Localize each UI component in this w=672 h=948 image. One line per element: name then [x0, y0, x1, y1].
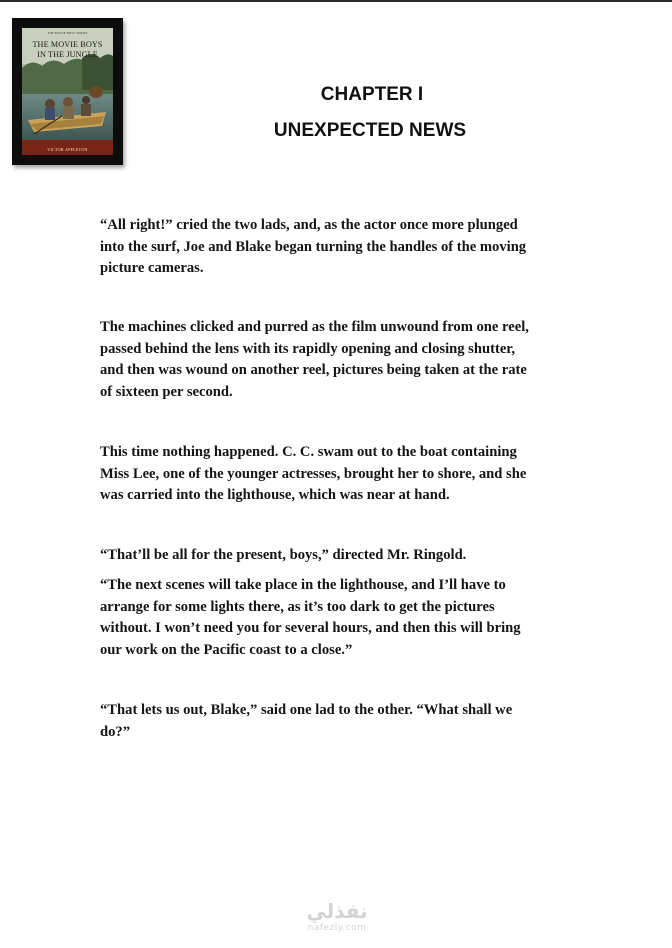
paragraph-line: of sixteen per second. [100, 383, 233, 400]
paragraph-line: arrange for some lights there, as it’s too dark to get the pictures [100, 598, 495, 615]
paragraph-2 [100, 317, 580, 403]
cover-title [22, 40, 113, 60]
paragraph-line: This time nothing happened. C. C. swam out to the boat containing [100, 444, 517, 460]
paragraph-line: into the surf, Joe and Blake began turning the handles of the moving [100, 238, 527, 255]
watermark-site: nafezly.com [307, 923, 367, 933]
paragraph-line: our work on the Pacific coast to a close.” [100, 641, 353, 658]
paragraph-line: “That’ll be all for the present, boys,” directed Mr. Ringold. [100, 547, 467, 563]
paragraph-1 [100, 215, 580, 280]
paragraph-4 [100, 545, 580, 567]
watermark-logo: نفذلي [306, 899, 368, 923]
paragraph-line: “That lets us out, Blake,” said one lad to the other. “What shall we [100, 702, 513, 718]
paragraph-line: without. I won’t need you for several hours, and then this will bring [100, 620, 521, 636]
book-cover [12, 18, 123, 165]
paragraph-line: passed behind the lens with its rapidly opening and closing shutter, [100, 340, 516, 357]
watermark [292, 900, 382, 934]
cover-title-line-1: THE MOVIE BOYS [32, 40, 103, 49]
paragraph-line: “All right!” cried the two lads, and, as the actor once more plunged [100, 217, 518, 233]
paragraph-line: picture cameras. [100, 260, 204, 276]
paragraph-3 [100, 442, 580, 507]
paragraph-6 [100, 700, 580, 743]
paragraph-line: and then was wound on another reel, pictures being taken at the rate [100, 362, 527, 378]
paragraph-5 [100, 575, 580, 661]
paragraph-line: was carried into the lighthouse, which was near at hand. [100, 487, 450, 503]
paragraph-line: “The next scenes will take place in the lighthouse, and I’ll have to [100, 577, 506, 593]
chapter-number: CHAPTER I [320, 84, 424, 105]
cover-author: VICTOR APPLETON [47, 147, 88, 152]
cover-series: THE MOVIE BOYS SERIES [47, 31, 88, 35]
paragraph-line: do?” [100, 723, 131, 740]
chapter-title: UNEXPECTED NEWS [273, 120, 467, 141]
cover-illustration [22, 28, 113, 155]
paragraph-line: Miss Lee, one of the younger actresses, brought her to shore, and she [100, 465, 527, 482]
cover-title-line-2: IN THE JUNGLE [37, 50, 98, 59]
paragraph-line: The machines clicked and purred as the film unwound from one reel, [100, 319, 529, 335]
top-rule [0, 0, 672, 2]
